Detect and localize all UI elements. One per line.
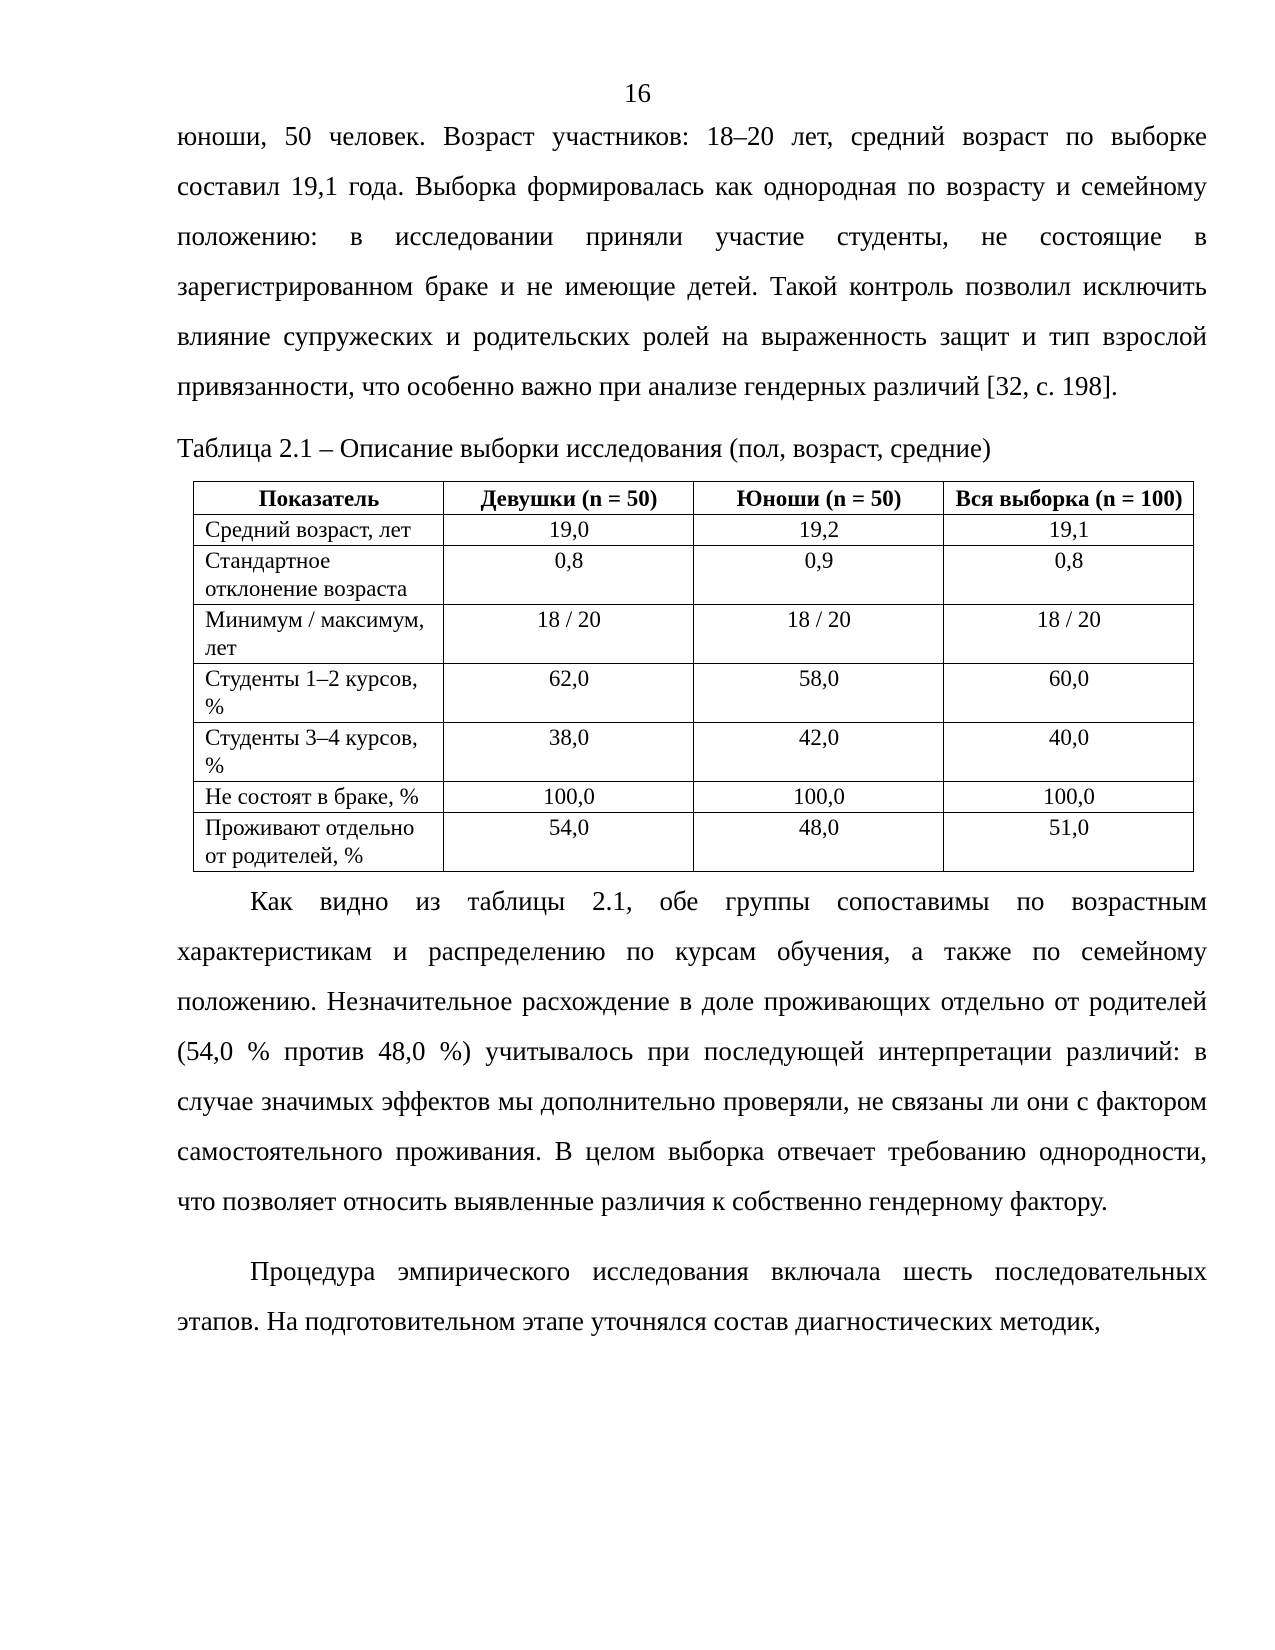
table-row — [194, 605, 1194, 664]
header-girls: Девушки (n = 50) — [444, 482, 694, 515]
cell-girls: 0,8 — [444, 546, 694, 605]
table-row — [194, 723, 1194, 782]
cell-total: 100,0 — [944, 782, 1194, 813]
cell-total: 18 / 20 — [944, 605, 1194, 664]
row-label: Студенты 3–4 курсов, % — [194, 723, 444, 782]
header-boys: Юноши (n = 50) — [694, 482, 944, 515]
cell-boys: 19,2 — [694, 515, 944, 546]
table-row — [194, 546, 1194, 605]
document-body — [177, 111, 1207, 1346]
row-label: Проживают отдельно от родителей, % — [194, 813, 444, 872]
cell-total: 0,8 — [944, 546, 1194, 605]
paragraph-3: Процедура эмпирического исследования включала шесть последовательных этапов. На подготовительном этапе уточнялся состав диагностических методик, — [177, 1256, 1207, 1336]
cell-girls: 18 / 20 — [444, 605, 694, 664]
cell-girls: 38,0 — [444, 723, 694, 782]
cell-boys: 100,0 — [694, 782, 944, 813]
header-total: Вся выборка (n = 100) — [944, 482, 1194, 515]
cell-boys: 48,0 — [694, 813, 944, 872]
cell-girls: 54,0 — [444, 813, 694, 872]
cell-boys: 42,0 — [694, 723, 944, 782]
cell-total: 60,0 — [944, 664, 1194, 723]
table-row — [194, 664, 1194, 723]
row-label: Стандартное отклонение возраста — [194, 546, 444, 605]
cell-boys: 0,9 — [694, 546, 944, 605]
table-row — [194, 813, 1194, 872]
sample-description-table — [193, 481, 1194, 872]
row-label: Минимум / максимум, лет — [194, 605, 444, 664]
cell-girls: 62,0 — [444, 664, 694, 723]
page-number: 16 — [624, 78, 651, 108]
header-indicator: Показатель — [194, 482, 444, 515]
cell-boys: 18 / 20 — [694, 605, 944, 664]
row-label: Средний возраст, лет — [194, 515, 444, 546]
row-label: Студенты 1–2 курсов, % — [194, 664, 444, 723]
table-caption: Таблица 2.1 – Описание выборки исследования (пол, возраст, средние) — [177, 433, 991, 463]
cell-total: 51,0 — [944, 813, 1194, 872]
cell-girls: 100,0 — [444, 782, 694, 813]
table-header-row — [194, 482, 1194, 515]
paragraph-1: юноши, 50 человек. Возраст участников: 18–20 лет, средний возраст по выборке составил 19,1 года. Выборка формировалась как однородная по возрасту и семейному положению: в исследовании приняли участие студенты, не состоящие в зарегистрированном браке и не имеющие детей. Такой контроль позволил исключить влияние супружеских и родительских ролей на выраженность защит и тип взрослой привязанности, что особенно важно при анализе гендерных различий [32, с. 198]. — [177, 121, 1207, 401]
row-label: Не состоят в браке, % — [194, 782, 444, 813]
cell-boys: 58,0 — [694, 664, 944, 723]
paragraph-2: Как видно из таблицы 2.1, обе группы сопоставимы по возрастным характеристикам и распределению по курсам обучения, а также по семейному положению. Незначительное расхождение в доле проживающих отдельно от родителей (54,0 % против 48,0 %) учитывалось при последующей интерпретации различий: в случае значимых эффектов мы дополнительно проверяли, не связаны ли они с фактором самостоятельного проживания. В целом выборка отвечает требованию однородности, что позволяет относить выявленные различия к собственно гендерному фактору. — [177, 886, 1207, 1216]
cell-total: 19,1 — [944, 515, 1194, 546]
table-row — [194, 782, 1194, 813]
cell-total: 40,0 — [944, 723, 1194, 782]
cell-girls: 19,0 — [444, 515, 694, 546]
table-row — [194, 515, 1194, 546]
